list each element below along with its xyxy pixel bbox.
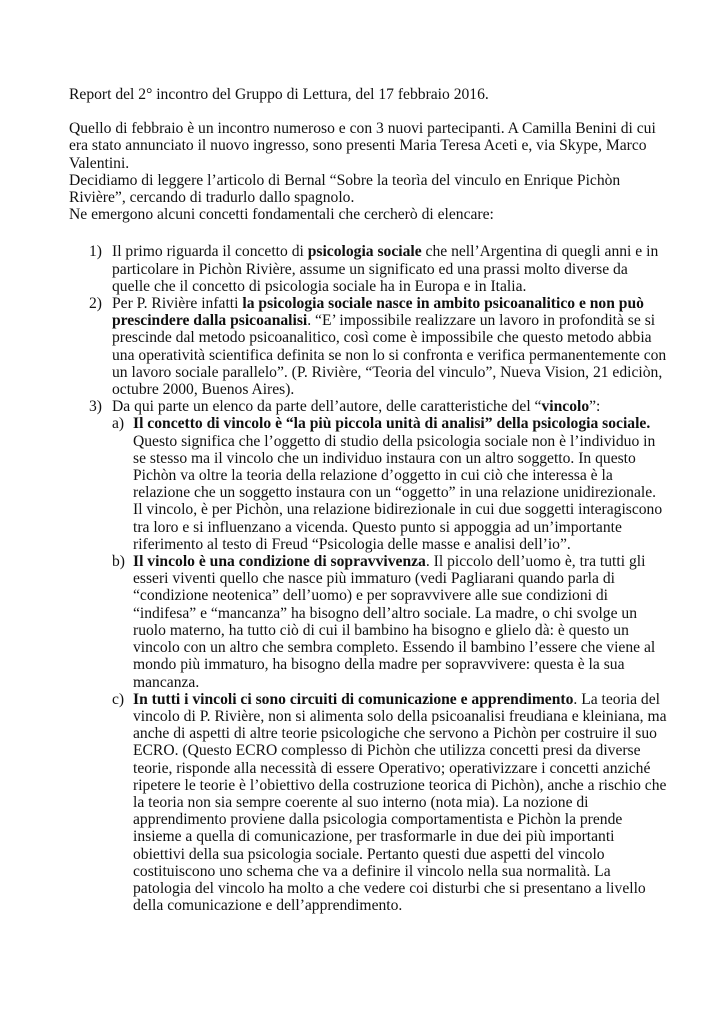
item-text-bold: vincolo [541, 398, 590, 416]
report-title: Report del 2° incontro del Gruppo di Lettura, del 17 febbraio 2016. [69, 86, 489, 103]
concepts-list [69, 243, 669, 914]
concept-item-3 [69, 398, 669, 914]
item-text-bold: la psicologia sociale nasce in ambito psicoanalitico e non può prescindere dalla psicoanalisi [112, 295, 644, 330]
characteristic-item-b [112, 553, 669, 691]
characteristic-text: . La teoria del vincolo di P. Rivière, non si alimenta solo della psicoanalisi freudiana e kleiniana, ma anche di aspetti di altre teorie psicologiche che servono a Pichòn per costruire il suo ECRO. (Questo ECRO complesso di Pichòn che utilizza concetti presi da diverse teorie, risponde alla necessità di essere Operativo; operativizzare i concetti anziché ripetere le teorie è l’obiettivo della costruzione teorica di Pichòn), anche a rischio che la teoria non sia sempre coerente al suo interno (nota mia). La nozione di apprendimento proviene dalla psicologia comportamentista e Pichòn la prende insieme a quella di comunicazione, per trasformarle in due dei più importanti obiettivi della sua psicologia sociale. Pertanto questi due aspetti del vincolo costituiscono uno schema che va a definire il vincolo nella sua normalità. La patologia del vincolo ha molto a che vedere coi disturbi che si presentano a livello della comunicazione e dell’apprendimento. [133, 690, 667, 915]
characteristic-heading: Il concetto di vincolo è “la più piccola unità di analisi” della psicologia sociale. [133, 415, 651, 433]
item-text-pre: Per P. Rivière infatti [112, 295, 243, 313]
document-body [69, 86, 669, 914]
characteristic-item-c [112, 691, 669, 915]
characteristic-text: . Il piccolo dell’uomo è, tra tutti gli esseri viventi quello che nasce più immaturo (vedi Pagliarani quando parla di “condizione neotenica” dell’uomo) e per sopravvivere alle sue condizioni di “indifesa” e “mancanza” ha bisogno dell’altro sociale. La madre, o chi svolge un ruolo materno, ha tutto ciò di cui il bambino ha bisogno e glielo dà: è questo un vincolo con un altro che sembra completo. Essendo il bambino l’essere che viene al mondo più immaturo, ha bisogno della madre per sopravvivere: questa è la sua mancanza. [133, 553, 656, 691]
list-number: 3) [89, 398, 102, 416]
list-letter: b) [112, 553, 125, 571]
list-number: 1) [89, 243, 102, 261]
characteristic-text: Questo significa che l’oggetto di studio della psicologia sociale non è l’individuo in se stesso ma il vincolo che un individuo instaura con un altro soggetto. In questo Pichòn va oltre la teoria della relazione d’oggetto in cui ciò che interessa è la relazione che un soggetto instaura con un “oggetto” in una relazione unidirezionale. Il vincolo, è per Pichòn, una relazione bidirezionale in cui due soggetti interagiscono tra loro e si influenzano a vicenda. Questo punto si appoggia ad un’importante riferimento al testo di Freud “Psicologia delle masse e analisi dell’io”. [133, 432, 663, 553]
concept-item-1 [69, 243, 669, 295]
vincolo-characteristics-list [112, 415, 669, 914]
intro-paragraph-article: Decidiamo di leggere l’articolo di Bernal “Sobre la teorìa del vinculo en Enrique Pichòn Rivière”, cercando di tradurlo dallo spagnolo. [69, 171, 621, 207]
item-text-post: che nell’Argentina di quegli anni e in particolare in Pichòn Rivière, assume un significato ed una prassi molto diverse da quelle che il concetto di psicologia sociale ha in Europa e in Italia. [112, 243, 659, 295]
list-letter: c) [112, 690, 125, 708]
list-number: 2) [89, 295, 102, 313]
item-text-pre: Da qui parte un elenco da parte dell’autore, delle caratteristiche del “ [112, 398, 542, 416]
intro-paragraph-list-lead: Ne emergono alcuni concetti fondamentali che cercherò di elencare: [69, 206, 494, 224]
concept-item-2 [69, 295, 669, 398]
item-text-bold: psicologia sociale [307, 243, 422, 261]
item-text-post: ”: [589, 398, 601, 416]
characteristic-item-a [112, 415, 669, 553]
characteristic-heading: In tutti i vincoli ci sono circuiti di comunicazione e apprendimento [133, 690, 574, 708]
characteristic-heading: Il vincolo è una condizione di sopravvivenza [133, 553, 426, 571]
intro-paragraph-attendance: Quello di febbraio è un incontro numeroso e con 3 nuovi partecipanti. A Camilla Benini di cui era stato annunciato il nuovo ingresso, sono presenti Maria Teresa Aceti e, via Skype, Marco Valentini. [69, 120, 656, 172]
item-text-post: . “E’ impossibile realizzare un lavoro in profondità se si prescinde dal metodo psicoanalitico, così come è impossibile che questo metodo abbia una operatività scientifica definita se non lo si confronta e verifica permanentemente con un lavoro sociale parallelo”. (P. Rivière, “Teoria del vinculo”, Nueva Vision, 21 ediciòn, octubre 2000, Buenos Aires). [112, 312, 667, 399]
list-letter: a) [112, 415, 125, 433]
item-text-pre: Il primo riguarda il concetto di [112, 243, 308, 261]
